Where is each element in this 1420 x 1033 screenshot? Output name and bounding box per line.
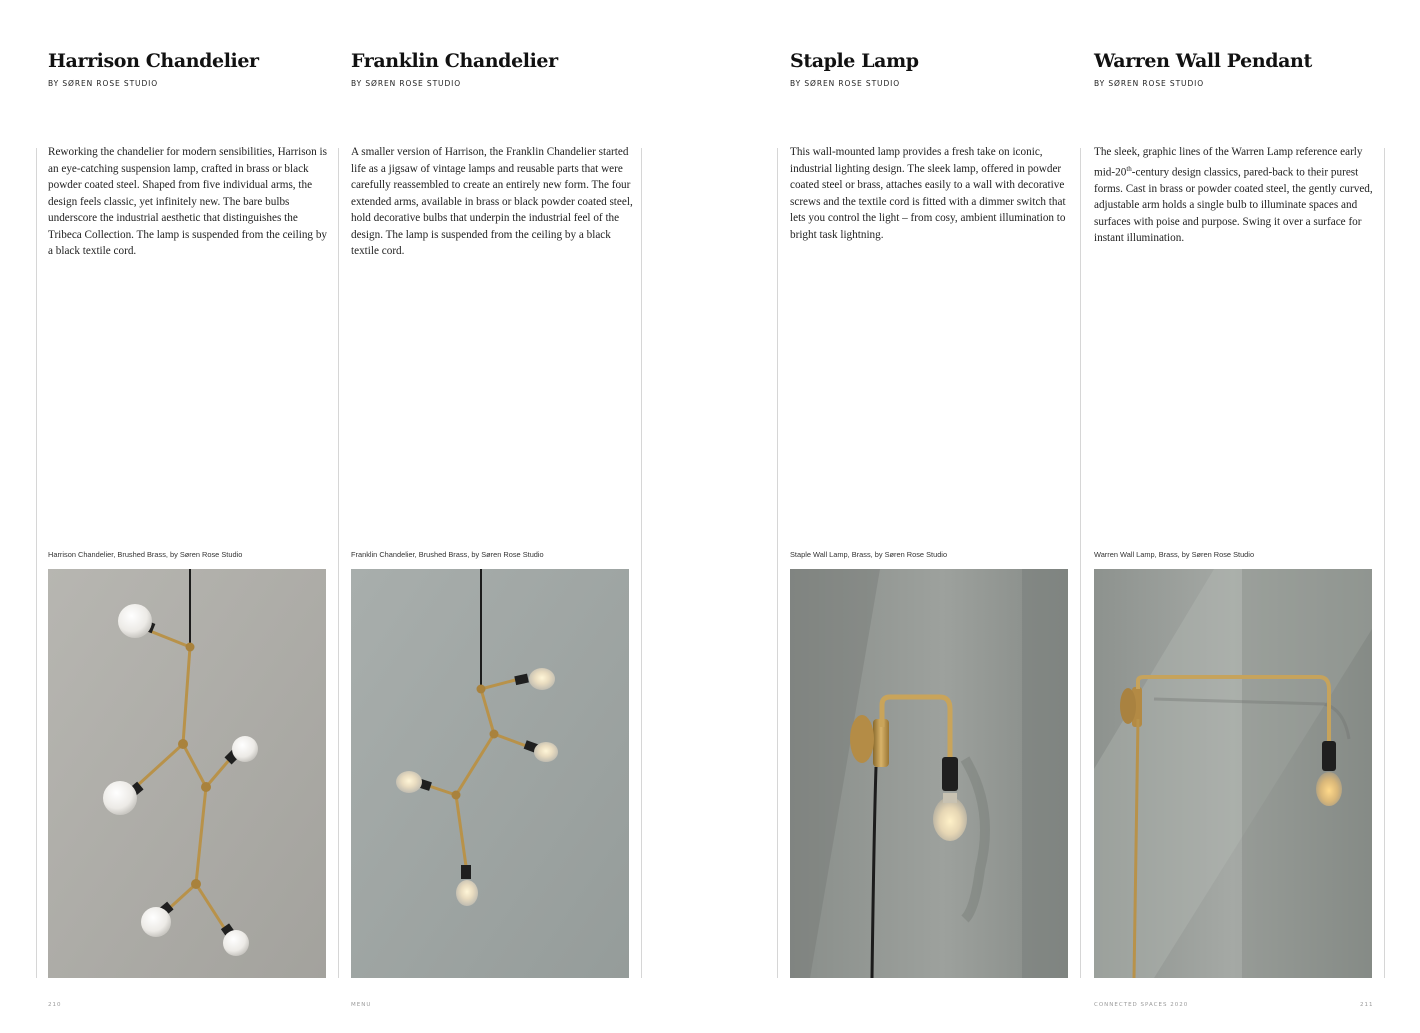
product-description: Reworking the chandelier for modern sensibilities, Harrison is an eye-catching suspension lamp, crafted in brass or black powder coated steel. Shaped from five individual arms, the design feels classic, yet infinitely new. The bare bulbs underscore the industrial aesthetic that distinguishes the Tribeca Collection. The lamp is suspended from the ceiling by a black textile cord. bbox=[48, 146, 328, 257]
product-title: Staple Lamp bbox=[790, 50, 919, 72]
page-number-right: 211 bbox=[1360, 1002, 1374, 1008]
column-divider bbox=[36, 148, 37, 978]
franklin-chandelier-image bbox=[351, 569, 629, 978]
product-title: Franklin Chandelier bbox=[351, 50, 558, 72]
column-divider bbox=[641, 148, 642, 978]
product-franklin bbox=[351, 0, 631, 1033]
product-byline: BY SØREN ROSE STUDIO bbox=[48, 79, 159, 88]
column-divider bbox=[1080, 148, 1081, 978]
section-label-right: CONNECTED SPACES 2020 bbox=[1094, 1002, 1189, 1008]
product-title: Harrison Chandelier bbox=[48, 50, 259, 72]
column-divider bbox=[338, 148, 339, 978]
product-staple bbox=[790, 0, 1070, 1033]
product-title: Warren Wall Pendant bbox=[1094, 50, 1312, 72]
photo-caption: Franklin Chandelier, Brushed Brass, by Søren Rose Studio bbox=[351, 550, 544, 559]
column-divider bbox=[1384, 148, 1385, 978]
product-description: This wall-mounted lamp provides a fresh take on iconic, industrial lighting design. The sleek lamp, offered in powder coated steel or brass, attaches easily to a wall with decorative screws and the textile cord is fitted with a dimmer switch that lets you control the light – from cosy, ambient illumination to bright task lightning. bbox=[790, 146, 1066, 241]
section-label-left: MENU bbox=[351, 1002, 372, 1008]
franklin-chandelier-photo bbox=[351, 569, 629, 978]
warren-wall-pendant-photo bbox=[1094, 569, 1372, 978]
harrison-chandelier-photo bbox=[48, 569, 326, 978]
product-byline: BY SØREN ROSE STUDIO bbox=[351, 79, 462, 88]
photo-caption: Harrison Chandelier, Brushed Brass, by Søren Rose Studio bbox=[48, 550, 243, 559]
column-divider bbox=[777, 148, 778, 978]
page-number-left: 210 bbox=[48, 1002, 62, 1008]
product-byline: BY SØREN ROSE STUDIO bbox=[790, 79, 901, 88]
harrison-chandelier-image bbox=[48, 569, 326, 978]
warren-wall-pendant-image bbox=[1094, 569, 1372, 978]
product-description: The sleek, graphic lines of the Warren Lamp reference early mid-20th-century design classics, pared-back to their purest forms. Cast in brass or powder coated steel, the gently curved, adjustable arm holds a single bulb to illuminate spaces and surfaces with poise and purpose. Swing it over a surface for instant illumination. bbox=[1094, 146, 1373, 245]
product-harrison bbox=[48, 0, 328, 1033]
product-warren bbox=[1094, 0, 1374, 1033]
product-byline: BY SØREN ROSE STUDIO bbox=[1094, 79, 1205, 88]
photo-caption: Staple Wall Lamp, Brass, by Søren Rose Studio bbox=[790, 550, 948, 559]
staple-lamp-photo bbox=[790, 569, 1068, 978]
photo-caption: Warren Wall Lamp, Brass, by Søren Rose Studio bbox=[1094, 550, 1255, 559]
staple-lamp-image bbox=[790, 569, 1068, 978]
product-description: A smaller version of Harrison, the Franklin Chandelier started life as a jigsaw of vintage lamps and reusable parts that were carefully reassembled to create an entirely new form. The four extended arms, available in brass or black powder coated steel, hold decorative bulbs that underpin the industrial feel of the design. The lamp is suspended from the ceiling by a black textile cord. bbox=[351, 146, 633, 257]
